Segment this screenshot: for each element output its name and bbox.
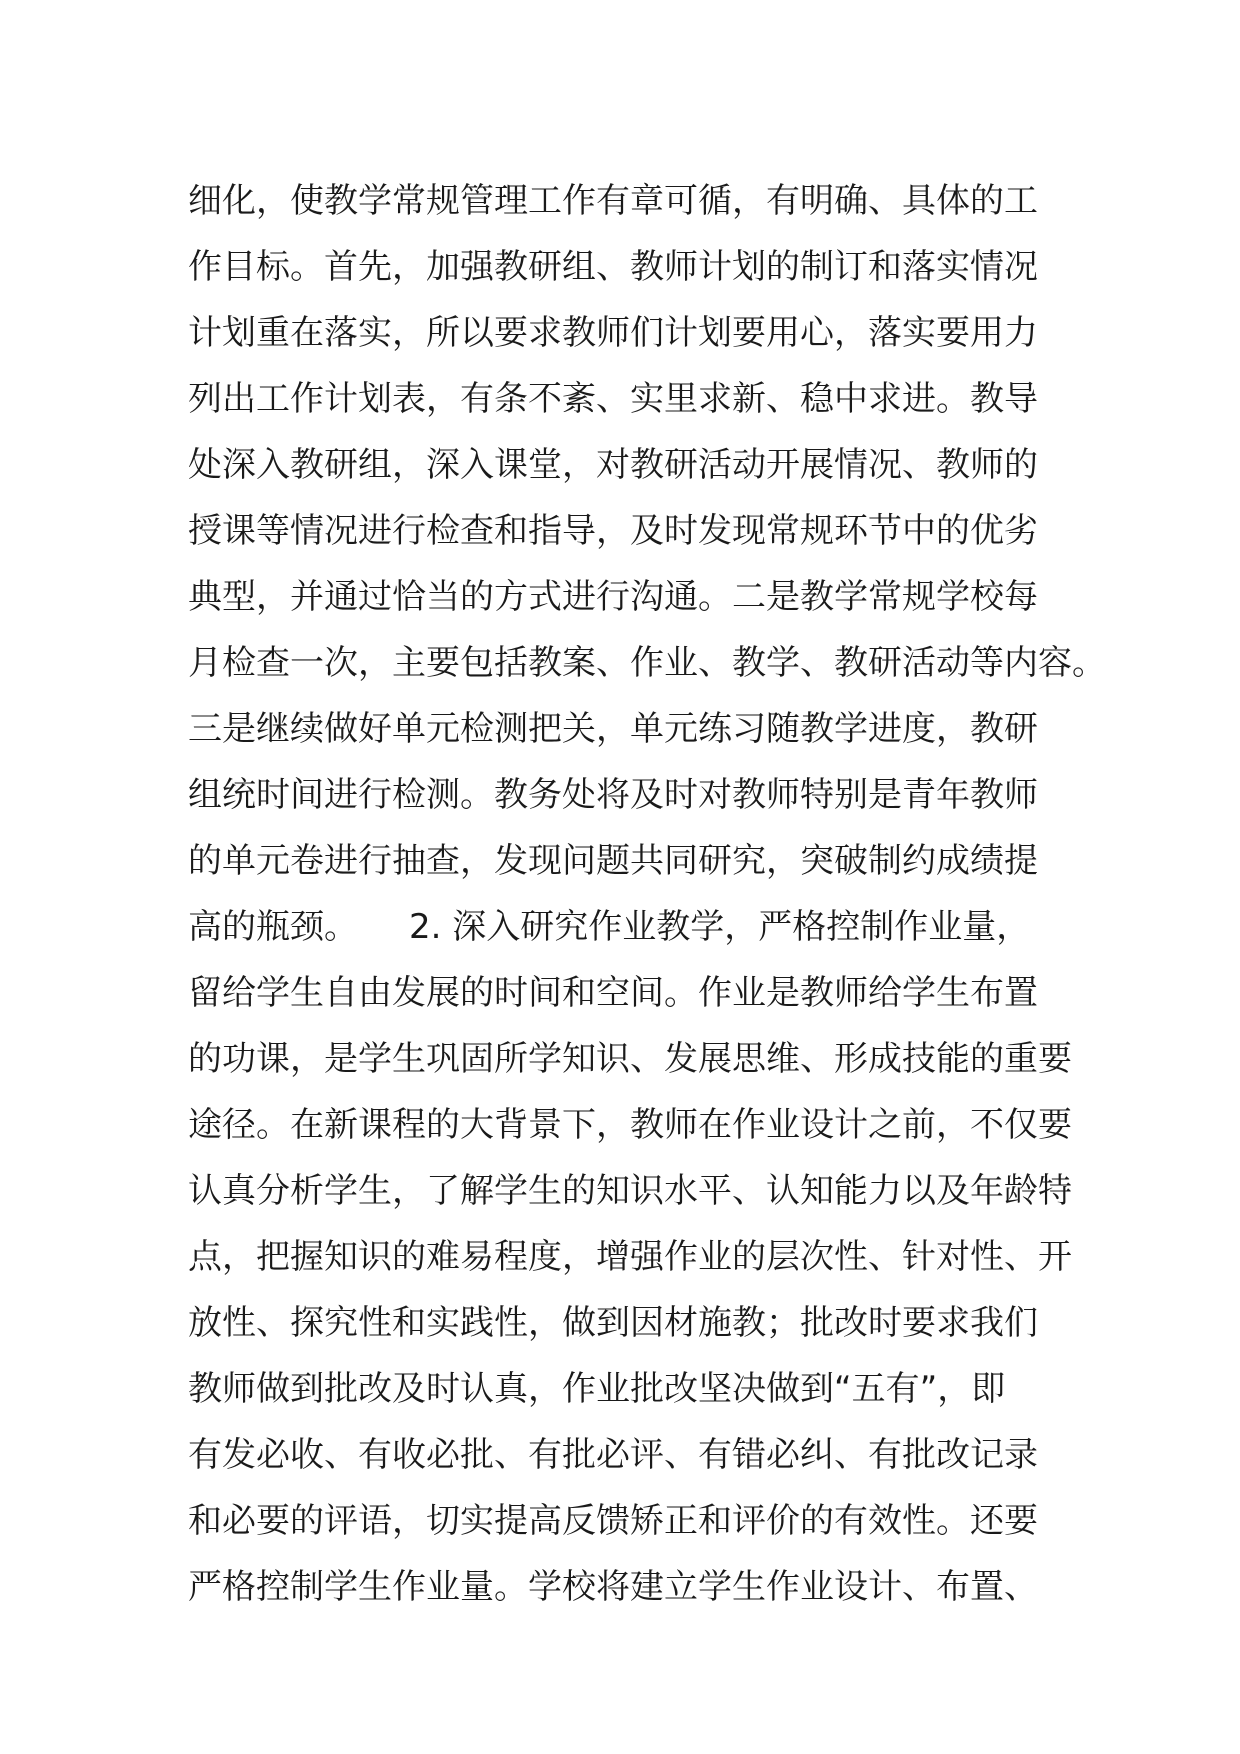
text-line: 作目标。首先，加强教研组、教师计划的制订和落实情况 [188, 247, 1038, 287]
text-line: 留给学生自由发展的时间和空间。作业是教师给学生布置 [188, 973, 1038, 1013]
text-line: 认真分析学生，了解学生的知识水平、认知能力以及年龄特 [188, 1171, 1072, 1211]
text-line: 高的瓶颈。 2. 深入研究作业教学，严格控制作业量， [188, 907, 1031, 947]
text-line: 点，把握知识的难易程度，增强作业的层次性、针对性、开 [188, 1237, 1072, 1277]
text-line: 放性、探究性和实践性，做到因材施教；批改时要求我们 [188, 1303, 1038, 1343]
text-line: 典型，并通过恰当的方式进行沟通。二是教学常规学校每 [188, 577, 1038, 617]
text-line: 和必要的评语，切实提高反馈矫正和评价的有效性。还要 [188, 1501, 1038, 1541]
text-line: 途径。在新课程的大背景下，教师在作业设计之前，不仅要 [188, 1105, 1072, 1145]
text-line: 三是继续做好单元检测把关，单元练习随教学进度，教研 [188, 709, 1038, 749]
text-line: 教师做到批改及时认真，作业批改坚决做到“五有”，即 [188, 1369, 1006, 1409]
body-text [188, 168, 1106, 1620]
text-line: 有发必收、有收必批、有批必评、有错必纠、有批改记录 [188, 1435, 1038, 1475]
text-line: 组统时间进行检测。教务处将及时对教师特别是青年教师 [188, 775, 1038, 815]
text-line: 计划重在落实，所以要求教师们计划要用心，落实要用力 [188, 313, 1038, 353]
text-line: 严格控制学生作业量。学校将建立学生作业设计、布置、 [188, 1567, 1038, 1607]
text-line: 列出工作计划表，有条不紊、实里求新、稳中求进。教导 [188, 379, 1038, 419]
text-line: 的功课，是学生巩固所学知识、发展思维、形成技能的重要 [188, 1039, 1072, 1079]
text-line: 细化，使教学常规管理工作有章可循，有明确、具体的工 [188, 181, 1038, 221]
text-line: 授课等情况进行检查和指导，及时发现常规环节中的优劣 [188, 511, 1038, 551]
text-line: 处深入教研组，深入课堂，对教研活动开展情况、教师的 [188, 445, 1038, 485]
text-line: 月检查一次，主要包括教案、作业、教学、教研活动等内容。 [188, 643, 1106, 683]
text-line: 的单元卷进行抽查，发现问题共同研究，突破制约成绩提 [188, 841, 1038, 881]
